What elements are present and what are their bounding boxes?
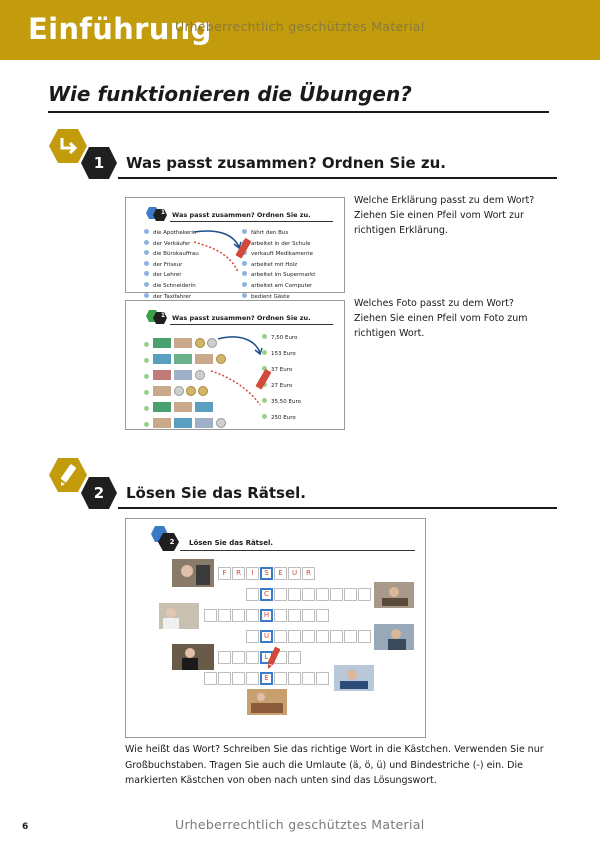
puzzle-cell[interactable] <box>316 630 329 643</box>
puzzle-cell[interactable] <box>358 588 371 601</box>
puzzle-cell[interactable] <box>288 609 301 622</box>
section-title: Wie funktionieren die Übungen? <box>48 82 412 106</box>
matching-preview <box>125 197 345 300</box>
chapter-title: Einführung <box>28 12 212 46</box>
puzzle-cell[interactable]: E <box>274 567 287 580</box>
drawn-arrows <box>126 198 346 294</box>
office-photo <box>374 582 414 608</box>
price-label: 153 Euro <box>262 350 296 357</box>
preview-title: Was passt zusammen? Ordnen Sie zu. <box>172 314 311 322</box>
list-item: arbeitet in der Schule <box>242 239 315 250</box>
puzzle-cell[interactable] <box>218 651 231 664</box>
price-label: 35,50 Euro <box>262 398 301 405</box>
puzzle-cell[interactable] <box>246 630 259 643</box>
price-label: 7,50 Euro <box>262 334 297 341</box>
puzzle-cell[interactable] <box>232 609 245 622</box>
price-label: 37 Euro <box>262 366 292 373</box>
puzzle-cell[interactable] <box>232 651 245 664</box>
puzzle-cell[interactable] <box>204 672 217 685</box>
puzzle-cell[interactable] <box>330 630 343 643</box>
puzzle-cell[interactable] <box>302 630 315 643</box>
list-item: fährt den Bus <box>242 228 315 239</box>
preview-divider <box>180 550 415 551</box>
seller-photo <box>159 603 199 629</box>
puzzle-cell[interactable]: U <box>288 567 301 580</box>
puzzle-cell[interactable] <box>302 588 315 601</box>
puzzle-cell[interactable] <box>246 588 259 601</box>
puzzle-cell[interactable] <box>232 672 245 685</box>
preview-number: 1 <box>160 312 166 319</box>
list-item: der Lehrer <box>144 270 199 281</box>
puzzle-cell[interactable]: I <box>246 567 259 580</box>
price-label: 250 Euro <box>262 414 296 421</box>
exercise-title: Lösen Sie das Rätsel. <box>126 484 306 502</box>
teacher-photo <box>374 624 414 650</box>
list-item: die Apothekerin <box>144 228 199 239</box>
solution-cell[interactable]: S <box>260 567 273 580</box>
watermark-bottom: Urheberrechtlich geschütztes Material <box>175 817 425 832</box>
list-item: der Taxifahrer <box>144 292 199 303</box>
puzzle-cell[interactable]: F <box>218 567 231 580</box>
list-item: arbeitet mit Holz <box>242 260 315 271</box>
list-item: die Bürokauffrau <box>144 249 199 260</box>
puzzle-cell[interactable] <box>344 630 357 643</box>
puzzle-cell[interactable] <box>246 651 259 664</box>
list-item: der Friseur <box>144 260 199 271</box>
puzzle-cell[interactable] <box>316 672 329 685</box>
puzzle-cell[interactable]: R <box>232 567 245 580</box>
exercise-number: 2 <box>93 484 105 502</box>
puzzle-cell[interactable] <box>302 609 315 622</box>
puzzle-cell[interactable] <box>288 651 301 664</box>
list-item: arbeitet im Supermarkt <box>242 270 315 281</box>
pen-icon <box>235 238 251 259</box>
exercise-divider <box>118 177 557 179</box>
puzzle-preview <box>125 518 426 738</box>
puzzle-cell[interactable] <box>288 672 301 685</box>
exercise-divider <box>118 507 557 509</box>
puzzle-cell[interactable] <box>288 630 301 643</box>
waiter-photo <box>172 644 214 670</box>
preview-title: Lösen Sie das Rätsel. <box>189 539 273 547</box>
solution-cell[interactable]: C <box>260 588 273 601</box>
solution-cell[interactable]: H <box>260 609 273 622</box>
puzzle-cell[interactable] <box>218 609 231 622</box>
pen-icon <box>264 647 284 671</box>
worker-photo <box>334 665 374 691</box>
photo-matching-description: Welches Foto passt zu dem Wort? Ziehen Sie einen Pfeil vom Foto zum richtigen Wort. <box>354 298 528 339</box>
puzzle-cell[interactable] <box>204 609 217 622</box>
puzzle-cell[interactable] <box>274 630 287 643</box>
list-item: arbeitet am Computer <box>242 281 315 292</box>
solution-cell[interactable]: E <box>260 672 273 685</box>
list-item: bedient Gäste <box>242 292 315 303</box>
puzzle-cell[interactable] <box>344 588 357 601</box>
drawn-arrows <box>126 301 346 431</box>
exercise-number: 1 <box>93 154 105 172</box>
puzzle-cell[interactable] <box>316 609 329 622</box>
photo-matching-preview <box>125 300 345 430</box>
puzzle-cell[interactable] <box>330 588 343 601</box>
preview-title: Was passt zusammen? Ordnen Sie zu. <box>172 211 311 219</box>
solution-cell[interactable]: L <box>260 651 273 664</box>
puzzle-cell[interactable] <box>274 609 287 622</box>
kitchen-photo <box>247 689 287 715</box>
puzzle-cell[interactable]: R <box>302 567 315 580</box>
puzzle-cell[interactable] <box>288 588 301 601</box>
list-item: der Verkäufer <box>144 239 199 250</box>
preview-number: 2 <box>169 538 175 546</box>
puzzle-cell[interactable] <box>246 609 259 622</box>
price-label: 27 Euro <box>262 382 292 389</box>
page-number: 6 <box>22 822 29 832</box>
matching-description: Welche Erklärung passt zu dem Wort? Ziehen Sie einen Pfeil vom Wort zur richtigen Erklärung. <box>354 195 535 236</box>
pen-icon <box>255 369 271 390</box>
puzzle-cell[interactable] <box>302 672 315 685</box>
hairdresser-photo <box>172 559 214 587</box>
section-divider <box>48 111 549 113</box>
puzzle-cell[interactable] <box>316 588 329 601</box>
puzzle-cell[interactable] <box>358 630 371 643</box>
preview-number: 1 <box>160 209 166 216</box>
watermark-top: Urheberrechtlich geschütztes Material <box>175 19 425 34</box>
solution-cell[interactable]: U <box>260 630 273 643</box>
list-item: verkauft Medikamente <box>242 249 315 260</box>
puzzle-cell[interactable] <box>218 672 231 685</box>
puzzle-cell[interactable] <box>274 588 287 601</box>
puzzle-cell[interactable] <box>246 672 259 685</box>
puzzle-cell[interactable] <box>274 672 287 685</box>
list-item: die Schneiderin <box>144 281 199 292</box>
exercise-title: Was passt zusammen? Ordnen Sie zu. <box>126 154 446 172</box>
exercise-instructions: Wie heißt das Wort? Schreiben Sie das richtige Wort in die Kästchen. Verwenden Sie nur Großbuchstaben. Tragen Sie auch die Umlaute (ä, ö, ü) und Bindestriche (-) ein. Die markierten Kästchen von oben nach unten sind das Lösungswort. <box>125 744 544 786</box>
